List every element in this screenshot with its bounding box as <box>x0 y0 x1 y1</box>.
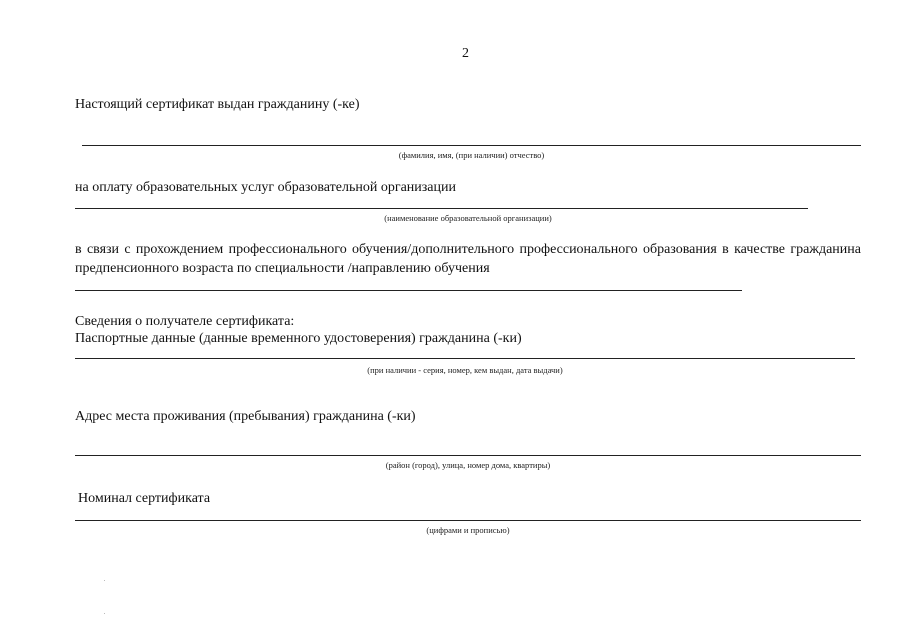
scan-speck <box>104 613 105 614</box>
page-number: 2 <box>462 46 469 61</box>
nominal-fill-line[interactable] <box>75 520 861 521</box>
address-hint: (район (город), улица, номер дома, квартиры) <box>385 460 551 470</box>
organization-hint: (наименование образовательной организации) <box>384 213 552 223</box>
address-fill-line[interactable] <box>75 455 861 456</box>
training-reason-paragraph: в связи с прохождением профессионального обучения/дополнительного профессионального образования в качестве гражданина предпенсионного возраста по специальности /направлению обучения <box>75 242 861 276</box>
address-label: Адрес места проживания (пребывания) гражданина (-ки) <box>75 409 416 424</box>
recipient-info-heading: Сведения о получателе сертификата: <box>75 314 295 329</box>
fio-fill-line[interactable] <box>82 145 861 146</box>
passport-hint: (при наличии - серия, номер, кем выдан, дата выдачи) <box>367 365 563 375</box>
nominal-hint: (цифрами и прописью) <box>426 525 510 535</box>
nominal-label: Номинал сертификата <box>78 491 211 506</box>
certificate-issued-to-label: Настоящий сертификат выдан гражданину (-ке) <box>75 97 360 112</box>
fio-hint: (фамилия, имя, (при наличии) отчество) <box>398 150 545 160</box>
scan-speck <box>104 580 105 581</box>
specialty-fill-line[interactable] <box>75 290 742 291</box>
passport-data-label: Паспортные данные (данные временного удостоверения) гражданина (-ки) <box>75 331 522 346</box>
passport-fill-line[interactable] <box>75 358 855 359</box>
payment-purpose-label: на оплату образовательных услуг образовательной организации <box>75 180 456 195</box>
organization-fill-line[interactable] <box>75 208 808 209</box>
